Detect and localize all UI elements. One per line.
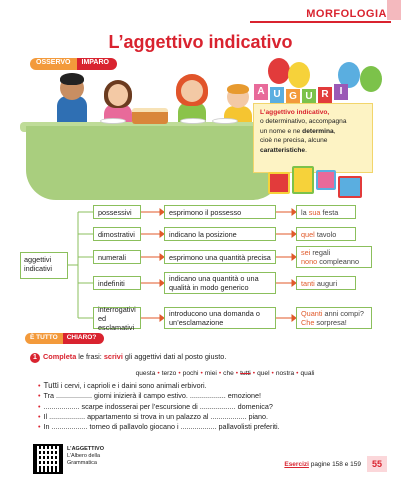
word-bank-item: tutti — [240, 370, 251, 377]
word-bank-item: questa — [135, 370, 156, 377]
qr-code-icon[interactable] — [33, 444, 63, 474]
function-dimostrativi: indicano la posizione — [164, 227, 276, 241]
gift-box — [338, 176, 362, 198]
example-noun: anni compi? — [322, 309, 364, 318]
word-bank-item: quel — [257, 370, 270, 377]
greeting-garland — [254, 84, 374, 104]
example-adjective: Che — [301, 318, 315, 327]
plate — [180, 118, 206, 124]
exercise-lines — [38, 381, 390, 432]
chiaro-part2: CHIARO? — [63, 333, 105, 344]
gift-box — [268, 172, 290, 194]
example-adjective: sua — [308, 207, 321, 217]
word-bank: questa • terzo • pochi • miei • che • tutti • quel • nostra • quali — [135, 370, 315, 377]
exercise-line[interactable]: • Tra .................. giorni inizierà il campo estivo. .................. emozione! — [38, 391, 261, 401]
plate — [212, 118, 238, 124]
page-number: 55 — [367, 456, 387, 472]
example-numerali — [296, 246, 372, 268]
qr-reference[interactable] — [33, 444, 104, 474]
all-clear-banner — [25, 333, 104, 344]
qr-title: L’AGGETTIVO — [67, 446, 104, 452]
exercise-line[interactable]: • In .................. torneo di pallavolo giocano i .................. pallavolisti preferiti. — [38, 422, 280, 432]
example-noun: festa — [320, 207, 339, 217]
exercise-instruction: 1 Completa le frasi: scrivi gli aggettivi dati al posto giusto. — [30, 352, 390, 363]
word-bank-item: che — [223, 370, 234, 377]
example-noun: sorpresa! — [314, 318, 347, 327]
banner-learn: IMPARO — [77, 58, 117, 70]
banner-observe: OSSERVO — [30, 58, 77, 70]
example-interrogativi — [296, 307, 372, 329]
word-bank-item: quali — [300, 370, 315, 377]
gift-box — [316, 170, 336, 190]
garland-letter: G — [286, 89, 300, 105]
exercise-line[interactable]: • Il .................. appartamento si trova in un palazzo al .................. piano. — [38, 411, 269, 421]
garland-letter: R — [318, 87, 332, 103]
function-numerali: esprimono una quantità precisa — [164, 250, 276, 264]
word-bank-item: miei — [204, 370, 217, 377]
balloon-red — [268, 58, 290, 84]
example-adjective: sei — [301, 248, 311, 257]
exercise-1 — [30, 352, 390, 432]
section-rule — [250, 21, 391, 23]
word-bank-item: pochi — [182, 370, 199, 377]
function-possessivi: esprimono il possesso — [164, 205, 276, 219]
exercises-link[interactable]: Esercizi — [284, 461, 309, 468]
garland-letter: I — [334, 84, 348, 100]
tablecloth — [26, 126, 282, 200]
corner-tab — [387, 0, 401, 20]
exercise-line[interactable]: • .................. scarpe indosserai per l’escursione di .................. domenica? — [38, 401, 273, 411]
qr-subtitle: L’Albero della — [67, 453, 101, 459]
function-interrogativi: introducono una domanda o un’esclamazione — [164, 307, 276, 329]
diagram-root: aggettivi indicativi — [20, 252, 68, 279]
type-possessivi: possessivi — [93, 205, 141, 219]
type-numerali: numerali — [93, 250, 141, 264]
example-noun: auguri — [314, 278, 338, 288]
exercise-line[interactable]: • Tutti i cervi, i caprioli e i daini sono animali erbivori. — [38, 381, 207, 390]
garland-letter: A — [254, 84, 268, 100]
example-adjective: quel — [301, 229, 315, 239]
example-adjective: Quanti — [301, 309, 323, 318]
kid-boy-left — [52, 70, 92, 130]
type-indefiniti: indefiniti — [93, 276, 141, 290]
section-label: MORFOLOGIA — [306, 8, 387, 20]
exercise-number: 1 — [30, 353, 40, 363]
plate — [100, 118, 126, 124]
gift-box — [292, 166, 314, 194]
birthday-cake — [132, 108, 168, 124]
word-bank-item: terzo — [161, 370, 177, 377]
page-title: L’aggettivo indicativo — [108, 32, 293, 52]
example-adjective: tanti — [301, 278, 315, 288]
example-possessivi — [296, 205, 356, 219]
type-interrogativi: interrogativi ed esclamativi — [93, 307, 141, 329]
example-noun: compleanno — [317, 257, 360, 266]
definition-box: L’aggettivo indicativo, o determinativo, accompagna un nome e ne determina, cioè ne precisa, alcune caratteristiche. — [253, 103, 373, 173]
qr-subtitle: Grammatica — [67, 460, 97, 466]
word-bank-item: nostra — [275, 370, 295, 377]
example-adjective: nono — [301, 257, 318, 266]
chiaro-part1: È TUTTO — [25, 333, 63, 344]
garland-letter: U — [302, 89, 316, 105]
example-noun: la — [301, 207, 309, 217]
observe-learn-banner — [30, 58, 117, 70]
function-indefiniti: indicano una quantità o una qualità in modo generico — [164, 272, 276, 294]
example-noun: tavolo — [314, 229, 337, 239]
garland-letter: U — [270, 87, 284, 103]
type-dimostrativi: dimostrativi — [93, 227, 141, 241]
example-noun: regali — [310, 248, 331, 257]
example-indefiniti — [296, 276, 356, 290]
exercises-reference[interactable]: Esercizi pagine 158 e 159 — [284, 461, 361, 468]
example-dimostrativi — [296, 227, 356, 241]
